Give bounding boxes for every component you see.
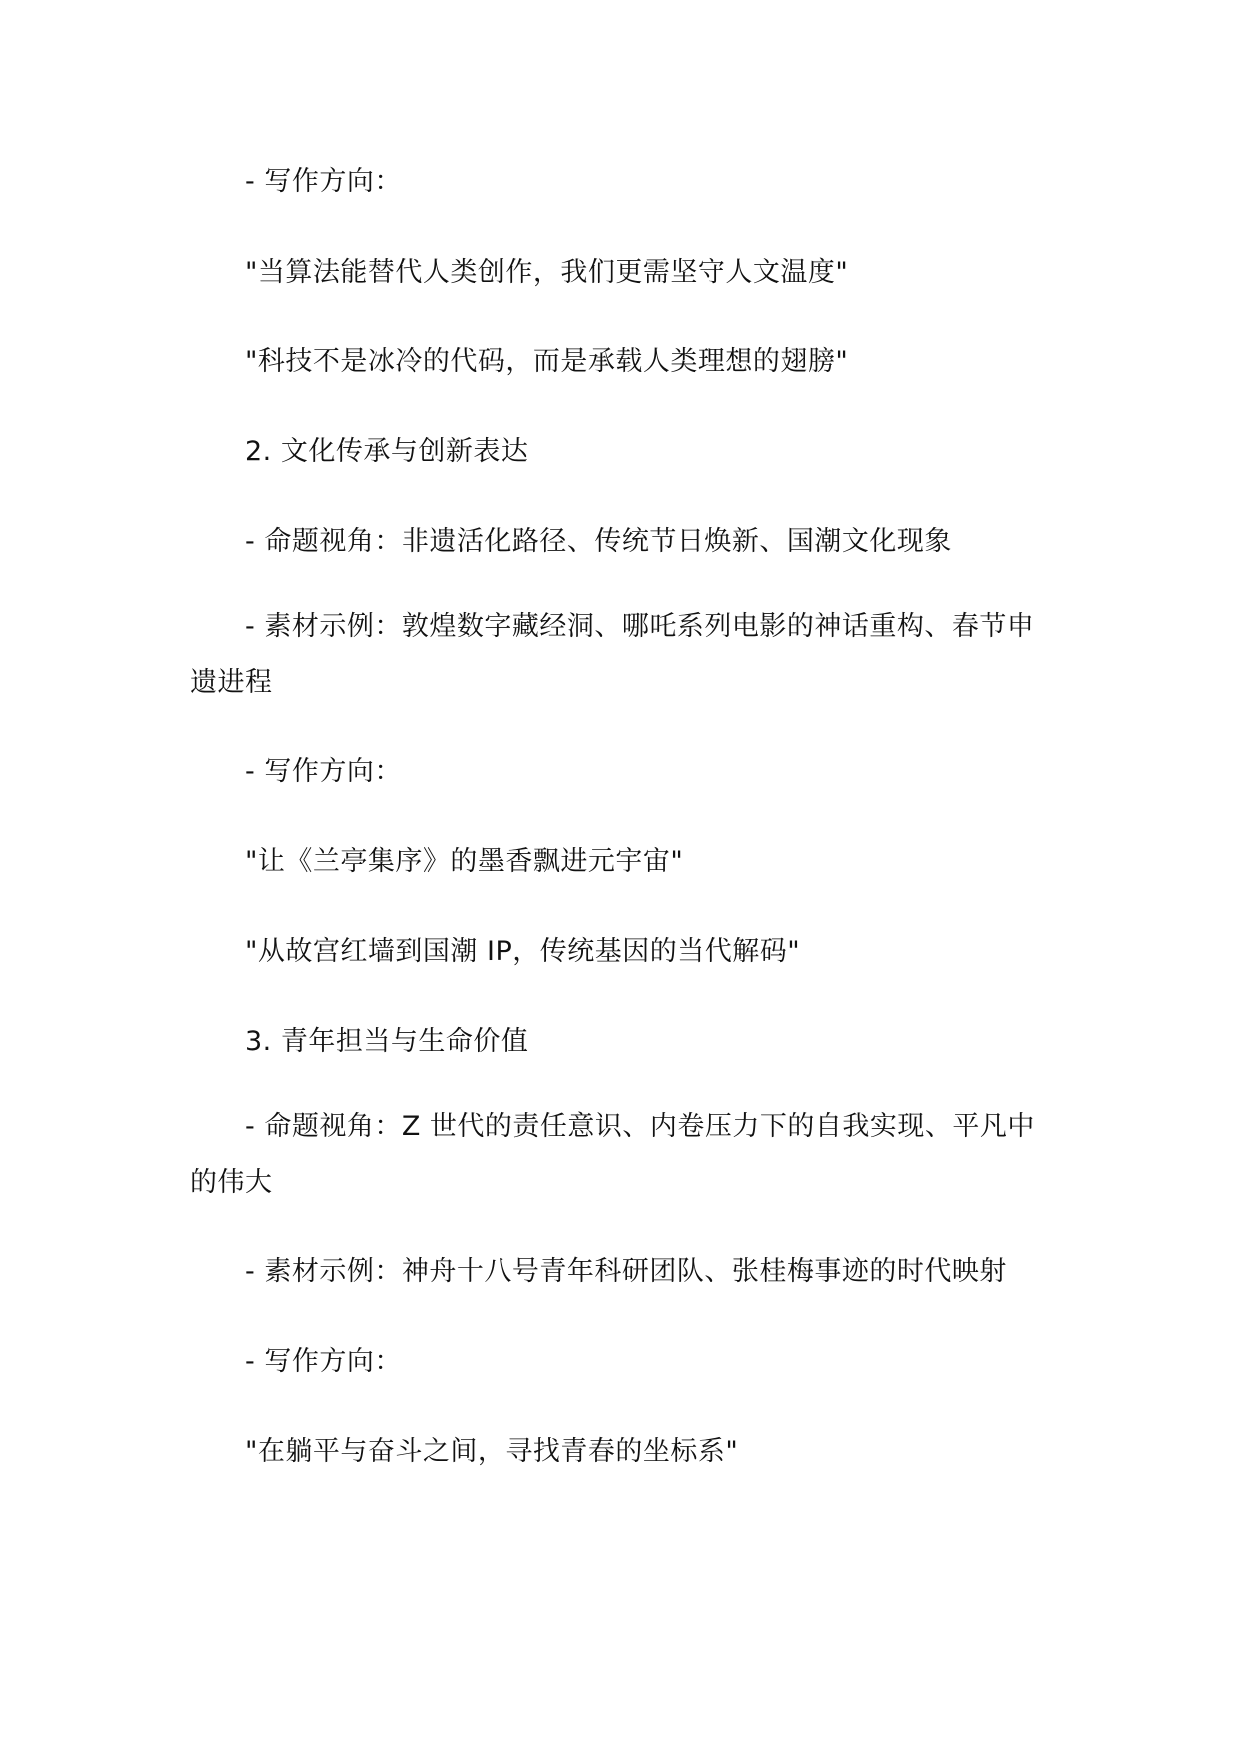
section-heading: 3. 青年担当与生命价值 bbox=[245, 1026, 529, 1057]
writing-direction-label: - 写作方向： bbox=[245, 1346, 402, 1377]
writing-direction-label: - 写作方向： bbox=[245, 756, 402, 787]
material-examples: - 素材示例：敦煌数字藏经洞、哪吒系列电影的神话重构、春节申遗进程 bbox=[190, 611, 1035, 698]
quote-line: "在躺平与奋斗之间，寻找青春的坐标系" bbox=[245, 1436, 739, 1467]
writing-direction-label: - 写作方向： bbox=[245, 166, 402, 197]
quote-line: "让《兰亭集序》的墨香飘进元宇宙" bbox=[245, 846, 684, 877]
topic-perspective: - 命题视角：非遗活化路径、传统节日焕新、国潮文化现象 bbox=[245, 526, 952, 557]
quote-line: "当算法能替代人类创作，我们更需坚守人文温度" bbox=[245, 257, 849, 288]
quote-line: "科技不是冰冷的代码，而是承载人类理想的翅膀" bbox=[245, 346, 849, 377]
quote-line: "从故宫红墙到国潮 IP，传统基因的当代解码" bbox=[245, 936, 801, 967]
material-examples: - 素材示例：神舟十八号青年科研团队、张桂梅事迹的时代映射 bbox=[245, 1256, 1007, 1287]
section-heading: 2. 文化传承与创新表达 bbox=[245, 436, 529, 467]
topic-perspective: - 命题视角：Z 世代的责任意识、内卷压力下的自我实现、平凡中的伟大 bbox=[190, 1111, 1035, 1198]
